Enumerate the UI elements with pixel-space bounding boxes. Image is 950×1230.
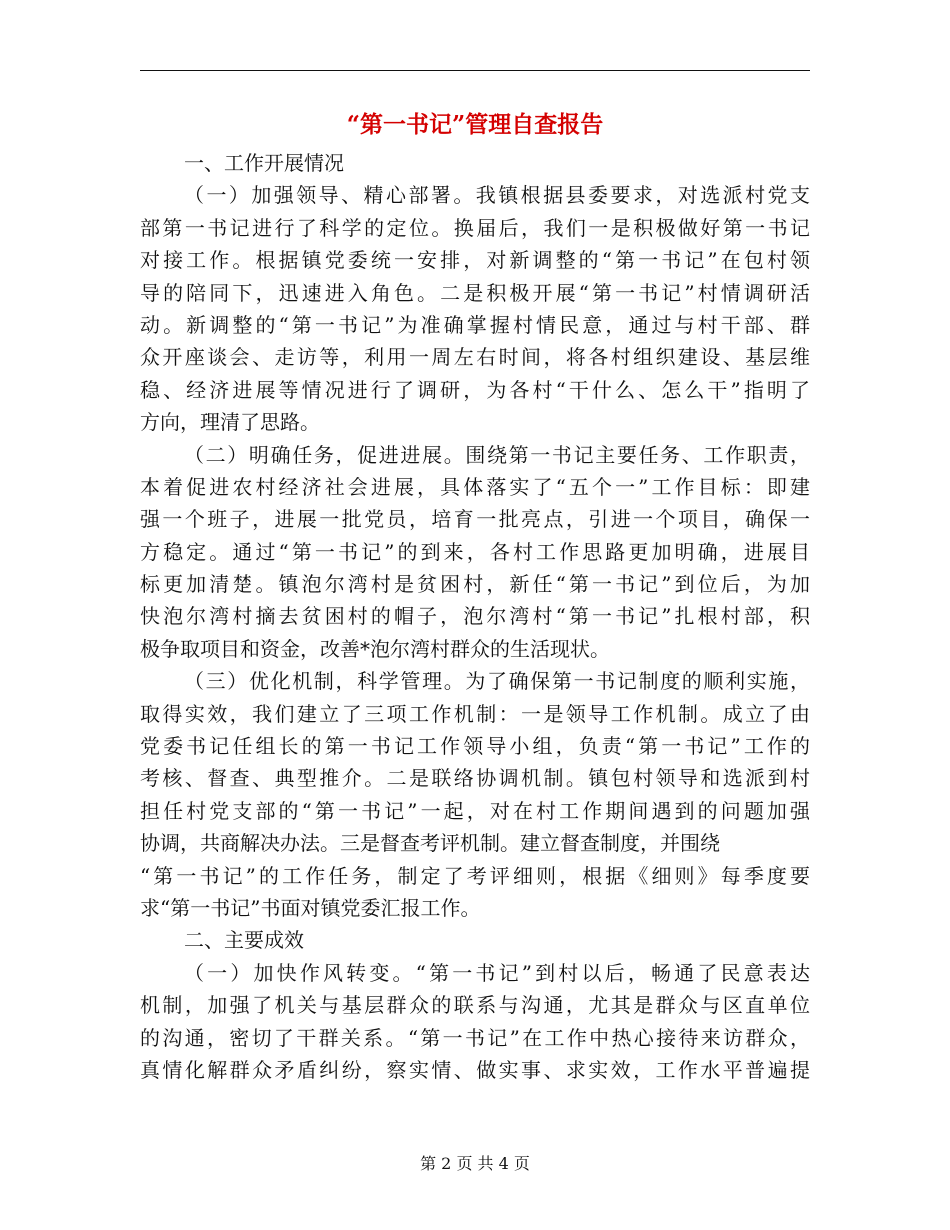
- paragraph-line: 方向，理清了思路。: [140, 410, 320, 435]
- paragraph-line: 标更加清楚。镇泡尔湾村是贫困村，新任“第一书记”到位后，为加: [140, 572, 810, 597]
- paragraph-line: 快泡尔湾村摘去贫困村的帽子，泡尔湾村“第一书记”扎根村部，积: [140, 604, 810, 629]
- paragraph-line: 担任村党支部的“第一书记”一起，对在村工作期间遇到的问题加强: [140, 798, 810, 823]
- paragraph-line: 动。新调整的“第一书记”为准确掌握村情民意，通过与村干部、群: [140, 312, 810, 337]
- paragraph-line: 极争取项目和资金，改善*泡尔湾村群众的生活现状。: [140, 636, 610, 661]
- paragraph-line: 机制，加强了机关与基层群众的联系与沟通，尤其是群众与区直单位: [140, 993, 810, 1018]
- header-rule: [140, 70, 810, 71]
- paragraph-line: 真情化解群众矛盾纠纷，察实情、做实事、求实效，工作水平普遍提: [140, 1057, 810, 1082]
- paragraph-line: 党委书记任组长的第一书记工作领导小组，负责“第一书记”工作的: [140, 734, 810, 759]
- paragraph-line: （三）优化机制，科学管理。为了确保第一书记制度的顺利实施，: [184, 669, 810, 694]
- paragraph-line: 强一个班子，进展一批党员，培育一批亮点，引进一个项目，确保一: [140, 507, 810, 532]
- paragraph-line: 取得实效，我们建立了三项工作机制：一是领导工作机制。成立了由: [140, 701, 810, 726]
- paragraph-line: （一）加快作风转变。“第一书记”到村以后，畅通了民意表达: [184, 960, 810, 985]
- paragraph-line: 部第一书记进行了科学的定位。换届后，我们一是积极做好第一书记: [140, 215, 810, 240]
- paragraph-line: “第一书记”的工作任务，制定了考评细则，根据《细则》每季度要: [140, 863, 810, 888]
- document-body: [140, 147, 810, 1086]
- section-heading: 一、工作开展情况: [184, 151, 344, 175]
- section-heading: 二、主要成效: [184, 928, 304, 953]
- page-number: 第 2 页 共 4 页: [420, 1154, 530, 1173]
- paragraph-line: 导的陪同下，迅速进入角色。二是积极开展“第一书记”村情调研活: [140, 280, 810, 305]
- paragraph-line: 考核、督查、典型推介。二是联络协调机制。镇包村领导和选派到村: [140, 766, 810, 791]
- paragraph-line: （二）明确任务，促进进展。围绕第一书记主要任务、工作职责，: [184, 442, 810, 467]
- paragraph-line: 本着促进农村经济社会进展，具体落实了“五个一”工作目标：即建: [140, 474, 810, 499]
- document-title: “第一书记”管理自查报告: [346, 111, 604, 138]
- paragraph-line: 求“第一书记”书面对镇党委汇报工作。: [140, 895, 481, 920]
- paragraph-line: 协调，共商解决办法。三是督查考评机制。建立督查制度，并围绕: [140, 831, 720, 856]
- paragraph-line: 对接工作。根据镇党委统一安排，对新调整的“第一书记”在包村领: [140, 248, 810, 273]
- paragraph-line: 众开座谈会、走访等，利用一周左右时间，将各村组织建设、基层维: [140, 345, 810, 370]
- paragraph-line: 方稳定。通过“第一书记”的到来，各村工作思路更加明确，进展目: [140, 539, 810, 564]
- paragraph-line: 稳、经济进展等情况进行了调研，为各村“干什么、怎么干”指明了: [140, 377, 810, 402]
- paragraph-line: 的沟通，密切了干群关系。“第一书记”在工作中热心接待来访群众，: [140, 1025, 810, 1050]
- paragraph-line: （一）加强领导、精心部署。我镇根据县委要求，对选派村党支: [184, 183, 810, 208]
